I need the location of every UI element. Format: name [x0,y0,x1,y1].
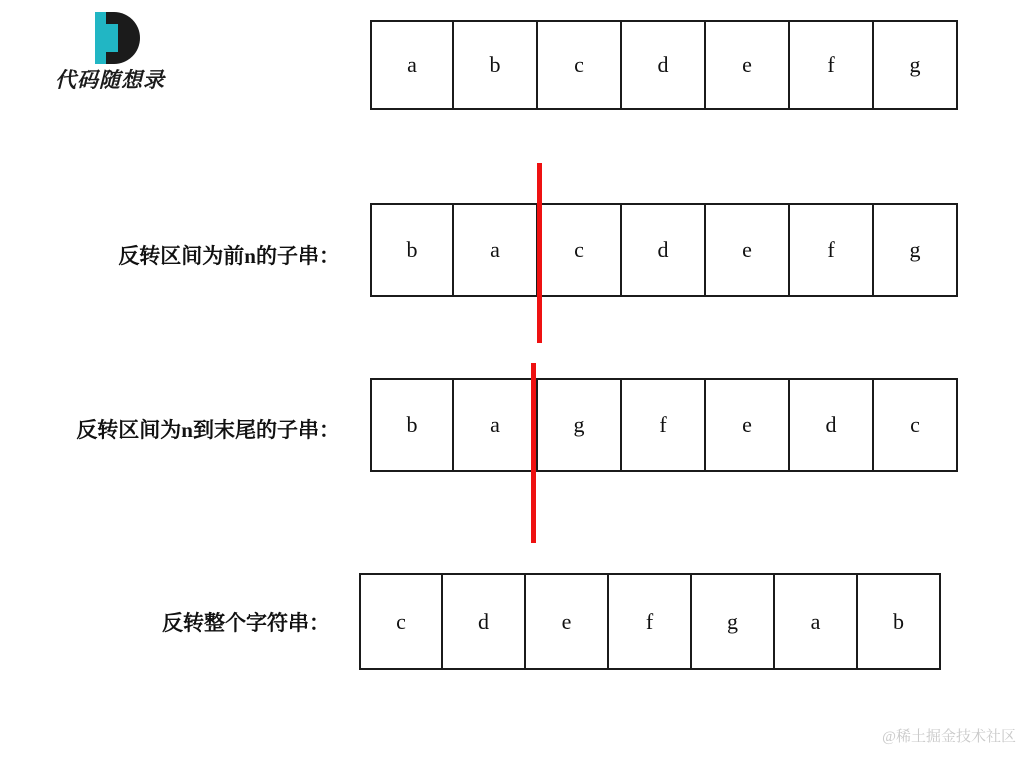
row-label-reverse-n-to-end: 反转区间为n到末尾的子串： [76,418,340,442]
array-cell: a [370,20,454,110]
split-divider-first-n [537,163,542,343]
array-cell: f [788,20,874,110]
array-cell: c [872,378,958,472]
array-cell: c [536,20,622,110]
array-cell: e [704,20,790,110]
logo-text: 代码随想录 [55,68,165,92]
array-cell: g [872,203,958,297]
logo-d-notch [106,24,118,52]
array-cell: d [620,203,706,297]
array-cell: g [690,573,775,670]
array-cell: f [607,573,692,670]
array-cell: g [536,378,622,472]
array-reverse-first-n [370,203,958,297]
array-cell: e [704,203,790,297]
array-cell: c [359,573,443,670]
array-cell: e [704,378,790,472]
array-cell: d [620,20,706,110]
row-label-reverse-first-n: 反转区间为前n的子串： [118,244,340,268]
array-cell: e [524,573,609,670]
array-reverse-whole [359,573,941,670]
array-original [370,20,958,110]
array-cell: a [773,573,858,670]
split-divider-n-to-end [531,363,536,543]
logo [55,12,235,92]
array-cell: g [872,20,958,110]
array-cell: c [536,203,622,297]
array-cell: b [370,378,454,472]
array-cell: b [370,203,454,297]
array-cell: b [452,20,538,110]
array-cell: a [452,203,538,297]
row-label-reverse-whole: 反转整个字符串： [162,611,330,635]
array-cell: f [788,203,874,297]
array-cell: a [452,378,538,472]
array-cell: d [441,573,526,670]
array-cell: b [856,573,941,670]
watermark: @稀土掘金技术社区 [882,729,1016,745]
letter-d-logo-icon [95,12,151,64]
array-cell: f [620,378,706,472]
array-cell: d [788,378,874,472]
array-reverse-n-to-end [370,378,958,472]
